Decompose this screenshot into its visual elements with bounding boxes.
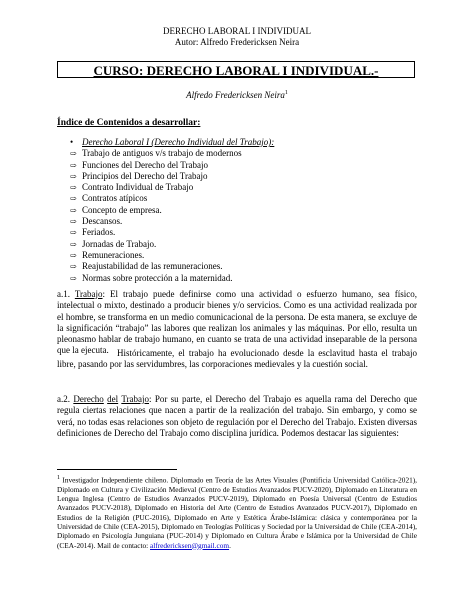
arrow-icon: ⇨ xyxy=(70,149,77,159)
paragraph-trabajo: a.1. Trabajo: El trabajo puede definirse como una actividad o esfuerzo humano, sea físico, intelectual o mixto, destinado a producir bienes y/o servicios. Como es una actividad realizada por el hombre, se transforma en un medio comunicacional de la persona. De esta manera, se excluye de la significación “trabajo” las labores que realizan los animales y las máquinas. Por ello, resulta un pleonasmo hablar de trabajo humano, en cuanto se trata de una actividad inseparable de la persona que la ejecuta. xyxy=(57,289,417,356)
paragraph-historia: Históricamente, el trabajo ha evolucionado desde la esclavitud hasta el trabajo libre, pasando por las servidumbres, las corporaciones medievales y la cuestión social. xyxy=(57,348,417,370)
contents-list xyxy=(70,137,274,284)
author-name: Alfredo Fredericksen Neira xyxy=(186,90,285,100)
term-derecho: Derecho xyxy=(73,394,104,404)
arrow-icon: ⇨ xyxy=(70,205,77,215)
arrow-icon: ⇨ xyxy=(70,250,77,260)
arrow-icon: ⇨ xyxy=(70,228,77,238)
list-item: • Derecho Laboral I (Derecho Individual del Trabajo): xyxy=(70,137,275,147)
arrow-icon: ⇨ xyxy=(70,183,77,193)
list-item: ⇨ Contrato Individual de Trabajo xyxy=(70,182,194,193)
arrow-icon: ⇨ xyxy=(70,160,77,170)
title-box xyxy=(57,61,415,78)
document-title: CURSO: DERECHO LABORAL I INDIVIDUAL.- xyxy=(93,63,379,78)
running-header-title: DERECHO LABORAL I INDIVIDUAL xyxy=(163,26,311,36)
running-header-author: Autor: Alfredo Fredericksen Neira xyxy=(174,37,300,47)
footnote-ref[interactable]: 1 xyxy=(284,90,288,96)
term-del: del xyxy=(107,394,119,404)
list-item: ⇨ Contratos atípicos xyxy=(70,193,148,204)
index-heading: Índice de Contenidos a desarrollar: xyxy=(57,118,201,128)
list-item: ⇨ Descansos. xyxy=(70,216,123,227)
arrow-icon: ⇨ xyxy=(70,273,77,283)
paragraph-derecho-trabajo: a.2. Derecho del Trabajo: Por su parte, el Derecho del Trabajo es aquella rama del Derecho que regula ciertas relaciones que nacen a partir de la realización del trabajo. Sin embargo, y como se verá, no todas esas relaciones son objeto de regulación por el Derecho del Trabajo. Existen diversas definiciones de Derecho del Trabajo como disciplina jurídica. Podemos destacar las siguientes: xyxy=(57,394,417,438)
arrow-icon: ⇨ xyxy=(70,171,77,181)
footnote-separator xyxy=(57,469,177,470)
list-item: ⇨ Principios del Derecho del Trabajo xyxy=(70,170,208,181)
term-trabajo-2: Trabajo xyxy=(121,394,149,404)
term-trabajo: Trabajo xyxy=(74,289,103,299)
list-item: ⇨ Remuneraciones. xyxy=(70,249,145,260)
list-item: ⇨ Concepto de empresa. xyxy=(70,204,162,215)
arrow-icon: ⇨ xyxy=(70,217,77,227)
bullet-icon: • xyxy=(70,137,74,147)
list-item: ⇨ Funciones del Derecho del Trabajo xyxy=(70,159,208,170)
arrow-icon: ⇨ xyxy=(70,194,77,204)
list-item: ⇨ Reajustabilidad de las remuneraciones. xyxy=(70,261,223,272)
list-item: ⇨ Jornadas de Trabajo. xyxy=(70,238,157,249)
list-item: ⇨ Feriados. xyxy=(70,227,116,238)
list-item: ⇨ Normas sobre protección a la maternidad. xyxy=(70,272,233,283)
email-link[interactable]: alfredericksen@gmail.com xyxy=(150,540,230,550)
footnote-mark: 1 xyxy=(57,475,61,481)
arrow-icon: ⇨ xyxy=(70,262,77,272)
author-line xyxy=(0,90,474,100)
arrow-icon: ⇨ xyxy=(70,239,77,249)
list-item: ⇨ Trabajo de antiguos v/s trabajo de modernos xyxy=(70,148,242,159)
footnote: $^1$ Investigador Independiente chileno. Diplomado en Teoría de las Artes Visuales (Pontificia Universidad Católica-2021), Diplomado en Cultura y Civilización Medieval (Centro de Estudios Avanzados PUCV-2020), Diplomado en Literatura en Lengua Inglesa (Centro de Estudios Avanzados PUCV-2019), Diplomado en Poesía Universal (Centro de Estudios Avanzados PUCV-2018), Diplomado en Historia del Arte (Centro de Estudios Avanzados PUCV-2017), Diplomado en Estudios de la Religión (PUC-2016), Diplomado en Arte y Estética Árabe-Islámica: clásica y contemporánea por la Universidad de Chile (CEA-2015), Diplomado en Teologías Políticas y Sociedad por la Universidad de Chile (CEA-2014), Diplomado en Psicología Junguiana (PUC-2014) y Diplomado en Cultura Árabe e Islámica por la Universidad de Chile (CEA-2014). Mail de contacto: alfredericksen@gmail.com. xyxy=(57,475,417,550)
